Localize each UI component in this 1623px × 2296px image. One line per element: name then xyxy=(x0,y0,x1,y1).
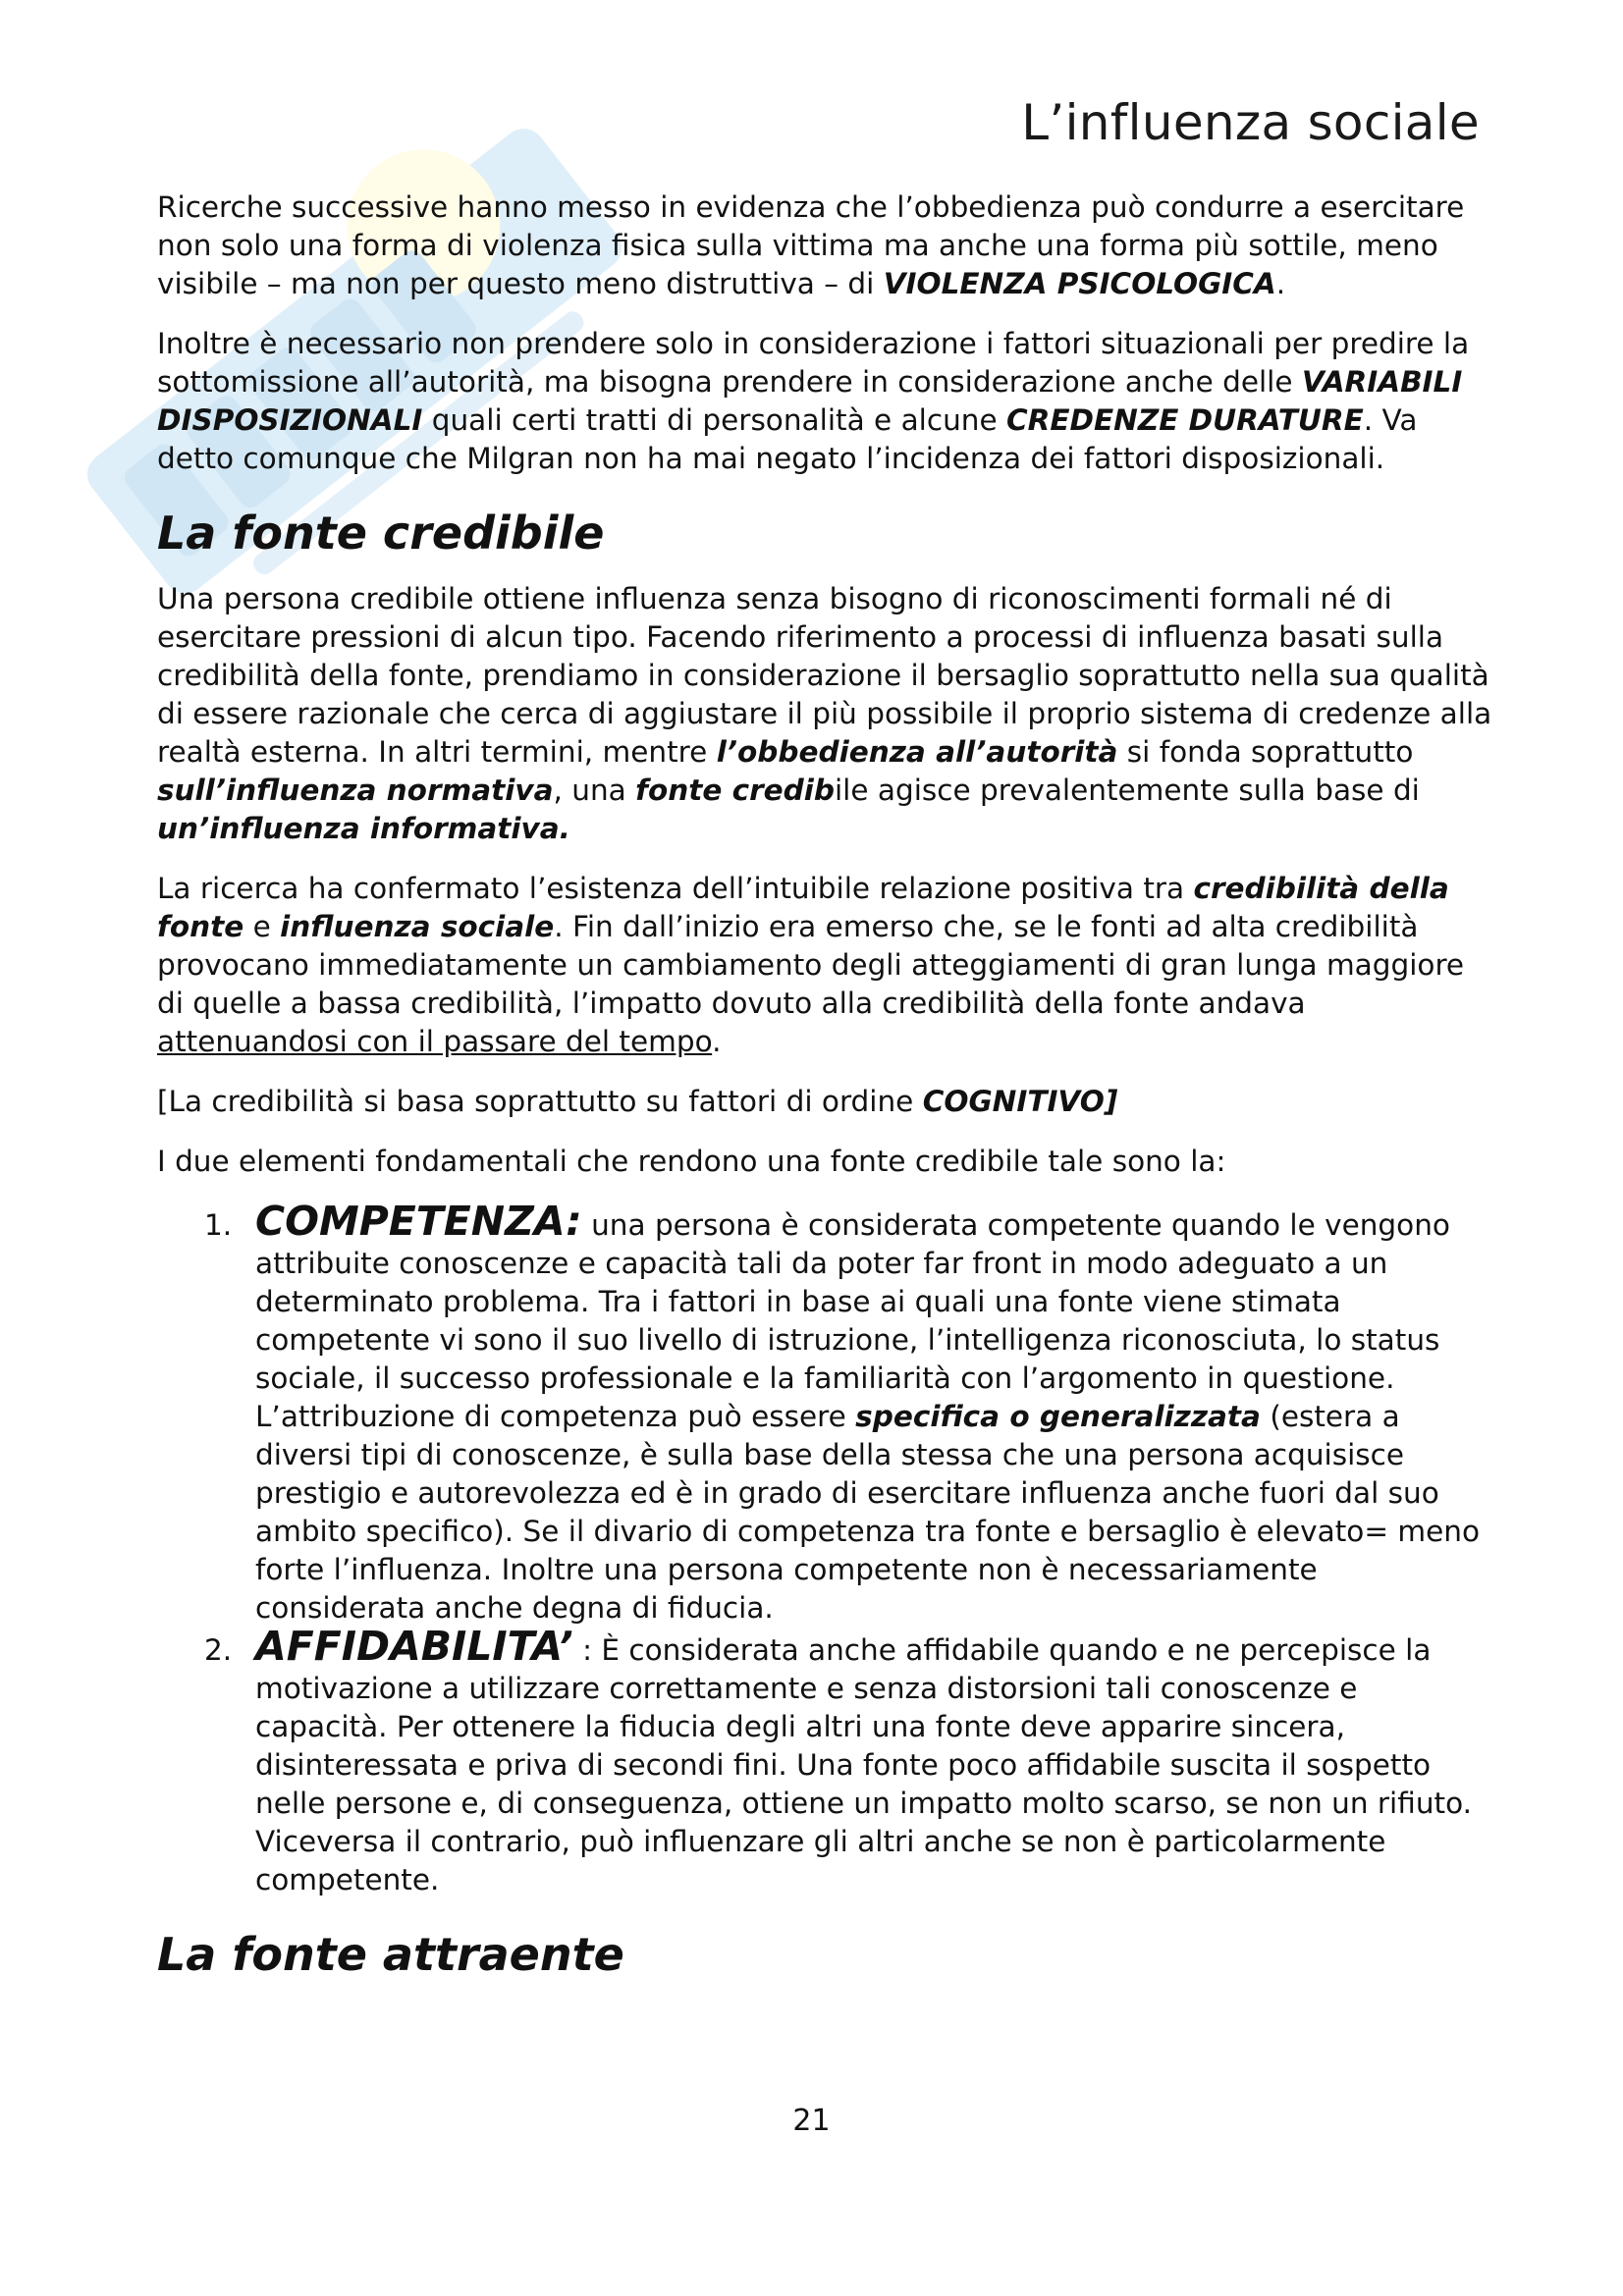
paragraph-variabili-disposizionali: Inoltre è necessario non prendere solo in considerazione i fattori situazionali per predire la sottomissione all’autorità, ma bisogna prendere in considerazione anche delle VARIABILI DISPOSIZIONALI quali certi tratti di personalità e alcune CREDENZE DURATURE. Va detto comunque che Milgran non ha mai negato l’incidenza dei fattori disposizionali. xyxy=(157,327,1470,475)
heading-fonte-attraente: La fonte attraente xyxy=(157,1928,624,1981)
term-affidabilita: AFFIDABILITA’ xyxy=(255,1623,573,1670)
emphasis-influenza-informativa: un’influenza informativa. xyxy=(157,812,570,845)
emphasis-obbedienza-autorita: l’obbedienza all’autorità xyxy=(716,735,1118,769)
page-number: 21 xyxy=(792,2104,831,2138)
emphasis-fonte-credibile: fonte credib xyxy=(635,774,835,807)
paragraph-elementi-fondamentali: I due elementi fondamentali che rendono una fonte credibile tale sono la: xyxy=(157,1145,1226,1178)
list-number: 1. xyxy=(204,1208,233,1242)
document-body xyxy=(157,188,1492,2002)
emphasis-variabili-disposizionali: VARIABILI DISPOSIZIONALI xyxy=(157,365,1463,437)
emphasis-violenza-psicologica: VIOLENZA PSICOLOGICA xyxy=(883,267,1276,300)
emphasis-specifica-generalizzata: specifica o generalizzata xyxy=(855,1400,1261,1433)
emphasis-credenze-durature: CREDENZE DURATURE xyxy=(1005,403,1364,437)
emphasis-influenza-normativa: sull’influenza normativa xyxy=(157,774,554,807)
paragraph-ricerca-credibilita: La ricerca ha confermato l’esistenza dell’intuibile relazione positiva tra credibilità della fonte e influenza sociale. Fin dall’inizio era emerso che, se le fonti ad alta credibilità provocano immediatamente un cambiamento degli atteggiamenti di gran lunga maggiore di quelle a bassa credibilità, l’impatto dovuto alla credibilità della fonte andava attenuandosi con il passare del tempo. xyxy=(157,872,1465,1058)
list-item-competenza: 1. COMPETENZA: una persona è considerata competente quando le vengono attribuite conoscenze e capacità tali da poter far front in modo adeguato a un determinato problema. Tra i fattori in base ai quali una fonte viene stimata competente vi sono il suo livello di istruzione, l’intelligenza riconosciuta, lo status sociale, il successo professionale e la familiarità con l’argomento in questione. L’attribuzione di competenza può essere specifica o generalizzata (estera a diversi tipi di conoscenze, è sulla base della stessa che una persona acquisisce prestigio e autorevolezza ed è in grado di esercitare influenza anche fuori dal suo ambito specifico). Se il divario di competenza tra fonte e bersaglio è elevato= meno forte l’influenza. Inoltre una persona competente non è necessariamente considerata anche degna di fiducia. xyxy=(204,1198,1481,1625)
list-item-affidabilita: 2. AFFIDABILITA’ : È considerata anche affidabile quando e ne percepisce la motivazione a utilizzare correttamente e senza distorsioni tali conoscenze e capacità. Per ottenere la fiducia degli altri una fonte deve apparire sincera, disinteressata e priva di secondi fini. Una fonte poco affidabile suscita il sospetto nelle persone e, di conseguenza, ottiene un impatto molto scarso, se non un rifiuto. Viceversa il contrario, può influenzare gli altri anche se non è particolarmente competente. xyxy=(204,1623,1472,1896)
list-elementi-credibilita xyxy=(157,1198,1492,1899)
paragraph-violenza-psicologica: Ricerche successive hanno messo in evidenza che l’obbedienza può condurre a esercitare non solo una forma di violenza fisica sulla vittima ma anche una forma più sottile, meno visibile – ma non per questo meno distruttiva – di VIOLENZA PSICOLOGICA. xyxy=(157,190,1465,300)
list-number: 2. xyxy=(204,1633,233,1667)
paragraph-persona-credibile: Una persona credibile ottiene influenza senza bisogno di riconoscimenti formali né di esercitare pressioni di alcun tipo. Facendo riferimento a processi di influenza basati sulla credibilità della fonte, prendiamo in considerazione il bersaglio soprattutto nella sua qualità di essere razionale che cerca di aggiustare il più possibile il proprio sistema di credenze alla realtà esterna. In altri termini, mentre l’obbedienza all’autorità si fonda soprattutto sull’influenza normativa, una fonte credibile agisce prevalentemente sulla base di un’influenza informativa. xyxy=(157,582,1492,845)
underlined-attenuandosi: attenuandosi con il passare del tempo xyxy=(157,1025,713,1058)
running-header: L’influenza sociale xyxy=(1021,94,1480,151)
emphasis-credibilita-fonte: credibilità della fonte xyxy=(157,872,1449,943)
heading-fonte-credibile: La fonte credibile xyxy=(157,507,605,560)
emphasis-influenza-sociale: influenza sociale xyxy=(280,910,555,943)
emphasis-cognitivo: COGNITIVO] xyxy=(922,1085,1118,1118)
term-competenza: COMPETENZA: xyxy=(255,1198,582,1245)
paragraph-fattori-cognitivi: [La credibilità si basa soprattutto su fattori di ordine COGNITIVO] xyxy=(157,1085,1118,1118)
